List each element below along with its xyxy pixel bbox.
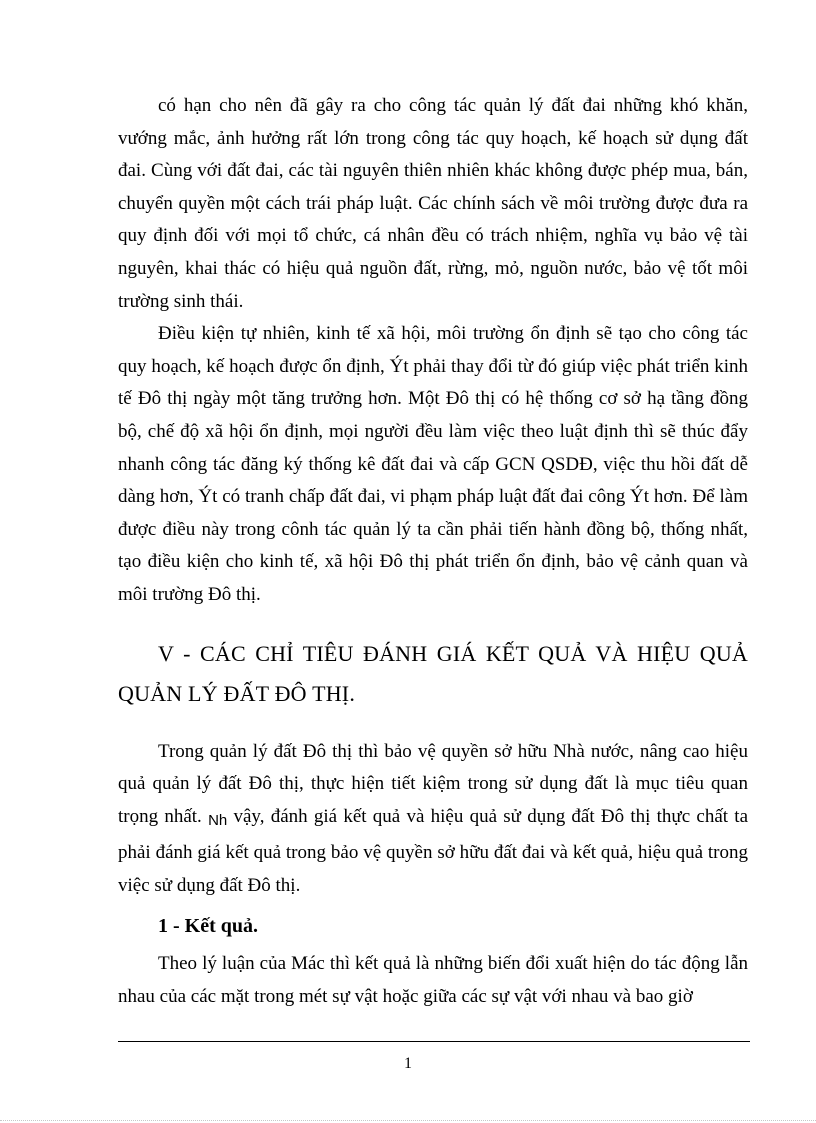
footer-divider	[118, 1041, 750, 1042]
page-number: 1	[404, 1055, 412, 1072]
page-bottom-border	[0, 1120, 816, 1121]
section-paragraph-before: Trong quản lý đất Đô thị thì bảo vệ quyền sở hữu Nhà nước, nâng cao hiệu quả quản lý đất Đô thị, thực hiện tiết kiệm trong sử dụng đất là mục tiêu quan trọng nhất.	[118, 740, 748, 827]
page-content	[118, 90, 748, 1014]
subheading-ket-qua: 1 - Kết quả.	[158, 915, 258, 938]
paragraph-last: Theo lý luận của Mác thì kết quả là những biến đổi xuất hiện do tác động lẫn nhau của các mặt trong mét sự vật hoặc giữa các sự vật với nhau và bao giờ	[118, 953, 748, 1008]
section-heading: V - CÁC CHỈ TIÊU ĐÁNH GIÁ KẾT QUẢ VÀ HIỆU QUẢ QUẢN LÝ ĐẤT ĐÔ THỊ.	[118, 640, 748, 706]
section-paragraph	[118, 736, 748, 903]
section-paragraph-after: vậy, đánh giá kết quả và hiệu quả sử dụng đất Đô thị thực chất ta phải đánh giá kết quả trong bảo vệ quyền sở hữu đất đai và kết quả, hiệu quả trong việc sử dụng đất Đô thị.	[118, 805, 748, 896]
paragraph-1: có hạn cho nên đã gây ra cho công tác quản lý đất đai những khó khăn, vướng mắc, ảnh hưởng rất lớn trong công tác quy hoạch, kế hoạch sử dụng đất đai. Cùng với đất đai, các tài nguyên thiên nhiên khác không được phép mua, bán, chuyển quyền một cách trái pháp luật. Các chính sách về môi trường được đưa ra quy định đối với mọi tổ chức, cá nhân đều có trách nhiệm, nghĩa vụ bảo vệ tài nguyên, khai thác có hiệu quả nguồn đất, rừng, mỏ, nguồn nước, bảo vệ tốt môi trường sinh thái.	[118, 95, 748, 312]
inline-fragment: Nh	[208, 811, 228, 829]
paragraph-2: Điều kiện tự nhiên, kinh tế xã hội, môi trường ổn định sẽ tạo cho công tác quy hoạch, kế hoạch được ổn định, Ýt phải thay đổi từ đó giúp việc phát triển kinh tế Đô thị ngày một tăng trưởng hơn. Một Đô thị có hệ thống cơ sở hạ tầng đồng bộ, chế độ xã hội ổn định, mọi người đều làm việc theo luật định thì sẽ thúc đẩy nhanh công tác đăng ký thống kê đất đai và cấp GCN QSDĐ, việc thu hồi đất dễ dàng hơn, Ýt có tranh chấp đất đai, vi phạm pháp luật đất đai công Ýt hơn. Để làm được điều này trong cônh tác quản lý ta cần phải tiến hành đồng bộ, thống nhất, tạo điều kiện cho kinh tế, xã hội Đô thị phát triển ổn định, bảo vệ cảnh quan và môi trường Đô thị.	[118, 323, 748, 605]
